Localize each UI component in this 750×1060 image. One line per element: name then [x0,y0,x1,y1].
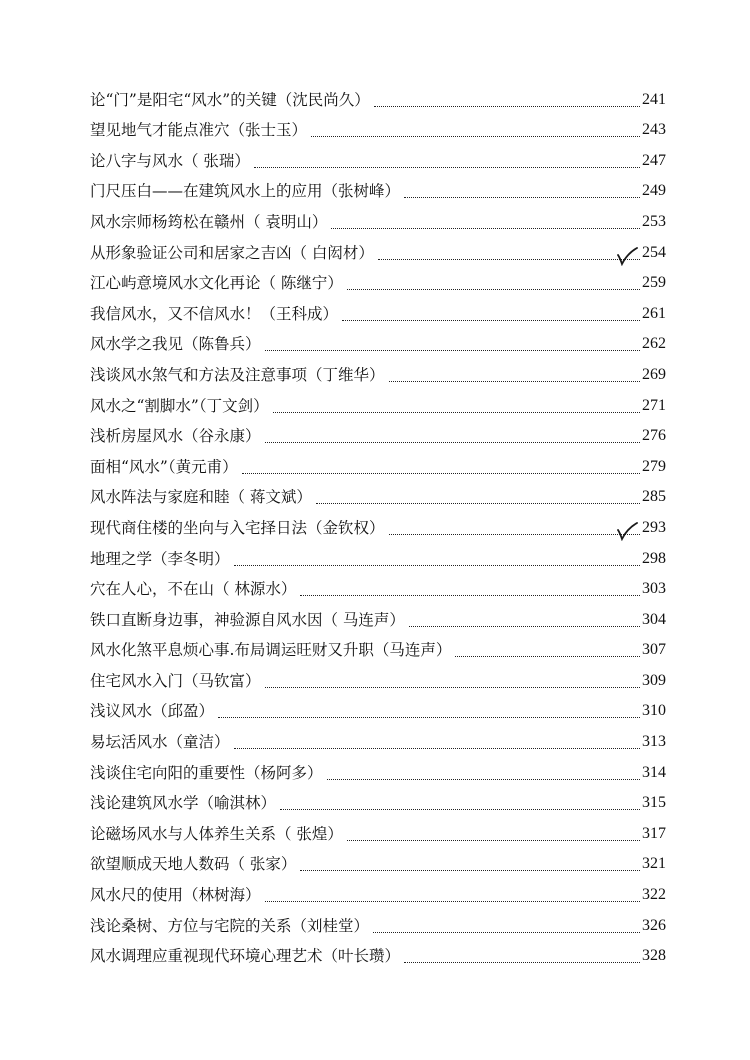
toc-entry-page-number: 315 [642,794,666,812]
dot-leader [234,748,640,749]
toc-entry-title: 风水之“割脚水”（丁文剑） [90,396,269,415]
toc-entry-title: 风水尺的使用（林树海） [90,886,261,905]
toc-entry [90,635,666,666]
check-mark-icon [616,246,638,266]
dot-leader [347,840,640,841]
toc-entry-page-number: 328 [642,947,666,965]
dot-leader [265,901,640,902]
toc-entry-title: 从形象验证公司和居家之吉凶（ 白闳材） [90,243,374,262]
toc-entry-page-number: 261 [642,304,666,322]
toc-entry-page-number: 309 [642,671,666,689]
toc-entry-title: 现代商住楼的坐向与入宅择日法（金钦权） [90,518,385,537]
dot-leader [409,626,640,627]
toc-entry [90,665,666,696]
toc-entry-title: 风水调理应重视现代环境心理艺术（叶长瓒） [90,947,401,966]
toc-entry-title: 门尺压白——在建筑风水上的应用（张树峰） [90,182,401,201]
toc-entry-title: 我信风水，又不信风水！（王科成） [90,304,339,323]
toc-entry-page-number: 241 [642,90,666,108]
toc-entry [90,451,666,482]
toc-entry [90,359,666,390]
dot-leader [347,289,640,290]
dot-leader [389,534,640,535]
toc-entry-title: 论磁场风水与人体养生关系（ 张煌） [90,824,343,843]
toc-entry-page-number: 271 [642,396,666,414]
toc-entry [90,879,666,910]
toc-entry [90,849,666,880]
dot-leader [300,595,640,596]
toc-entry-page-number: 259 [642,274,666,292]
dot-leader [265,350,640,351]
table-of-contents [90,84,666,971]
toc-entry [90,482,666,513]
toc-entry [90,237,666,268]
toc-entry-title: 浅谈住宅向阳的重要性（杨阿多） [90,763,323,782]
toc-entry-title: 欲望顺成天地人数码（ 张家） [90,855,297,874]
check-mark-icon [616,521,638,541]
toc-entry-page-number: 269 [642,365,666,383]
toc-entry [90,84,666,115]
toc-entry-title: 论“门”是阳宅“风水”的关键（沈民尚久） [90,90,370,109]
toc-entry-page-number: 326 [642,916,666,934]
toc-entry-page-number: 243 [642,121,666,139]
toc-entry [90,818,666,849]
toc-entry-page-number: 253 [642,212,666,230]
toc-entry [90,176,666,207]
toc-entry-page-number: 313 [642,733,666,751]
toc-entry-page-number: 317 [642,824,666,842]
toc-entry-page-number: 262 [642,335,666,353]
dot-leader [265,687,640,688]
dot-leader [218,717,640,718]
dot-leader [378,259,640,260]
toc-entry [90,390,666,421]
toc-entry [90,604,666,635]
toc-entry [90,696,666,727]
dot-leader [327,779,640,780]
toc-entry-title: 风水宗师杨筠松在赣州（ 袁明山） [90,212,328,231]
toc-entry-page-number: 247 [642,151,666,169]
dot-leader [242,473,640,474]
toc-entry-page-number: 293 [642,518,666,536]
toc-entry [90,421,666,452]
toc-entry-page-number: 307 [642,641,666,659]
toc-entry-title: 铁口直断身边事，神验源自风水因（ 马连声） [90,610,405,629]
toc-entry-page-number: 249 [642,182,666,200]
toc-entry-title: 江心屿意境风水文化再论（ 陈继宁） [90,274,343,293]
toc-entry [90,726,666,757]
dot-leader [373,932,640,933]
toc-entry-page-number: 322 [642,886,666,904]
dot-leader [331,228,640,229]
toc-entry [90,543,666,574]
dot-leader [455,656,640,657]
toc-entry-title: 浅论桑树、方位与宅院的关系（刘桂堂） [90,916,370,935]
dot-leader [342,320,640,321]
toc-entry-title: 易坛活风水（童洁） [90,733,230,752]
dot-leader [280,809,640,810]
toc-entry [90,910,666,941]
dot-leader [404,962,640,963]
toc-entry-page-number: 303 [642,580,666,598]
dot-leader [389,381,640,382]
toc-entry-page-number: 279 [642,457,666,475]
toc-entry [90,298,666,329]
toc-entry-page-number: 310 [642,702,666,720]
toc-entry-title: 地理之学（李冬明） [90,549,230,568]
toc-entry-title: 望见地气才能点准穴（张士玉） [90,121,308,140]
dot-leader [254,167,640,168]
toc-entry-title: 浅议风水（邱盈） [90,702,215,721]
toc-entry [90,788,666,819]
toc-entry-title: 浅谈风水煞气和方法及注意事项（丁维华） [90,365,385,384]
dot-leader [234,565,640,566]
toc-entry [90,115,666,146]
toc-entry [90,512,666,543]
toc-entry-page-number: 276 [642,427,666,445]
toc-entry-title: 住宅风水入门（马钦富） [90,671,261,690]
toc-entry [90,757,666,788]
toc-entry-title: 浅析房屋风水（谷永康） [90,427,261,446]
dot-leader [273,412,640,413]
toc-entry [90,574,666,605]
toc-entry-title: 穴在人心，不在山（ 林源水） [90,580,297,599]
toc-entry [90,268,666,299]
toc-entry [90,206,666,237]
dot-leader [265,442,640,443]
toc-entry [90,941,666,972]
toc-entry-title: 面相“风水”（黄元甫） [90,457,238,476]
dot-leader [374,106,640,107]
toc-entry-title: 论八字与风水（ 张瑞） [90,151,250,170]
toc-entry-title: 风水化煞平息烦心事.布局调运旺财又升职（马连声） [90,641,452,660]
dot-leader [300,870,640,871]
toc-entry-title: 风水学之我见（陈鲁兵） [90,335,261,354]
dot-leader [311,136,640,137]
toc-entry [90,145,666,176]
toc-entry-page-number: 314 [642,763,666,781]
toc-entry-page-number: 298 [642,549,666,567]
toc-entry-title: 风水阵法与家庭和睦（ 蒋文斌） [90,488,312,507]
toc-entry-page-number: 254 [642,243,666,261]
toc-entry [90,329,666,360]
toc-entry-page-number: 285 [642,488,666,506]
toc-entry-page-number: 321 [642,855,666,873]
dot-leader [404,197,640,198]
toc-entry-page-number: 304 [642,610,666,628]
dot-leader [316,503,640,504]
toc-entry-title: 浅论建筑风水学（喻淇林） [90,794,277,813]
